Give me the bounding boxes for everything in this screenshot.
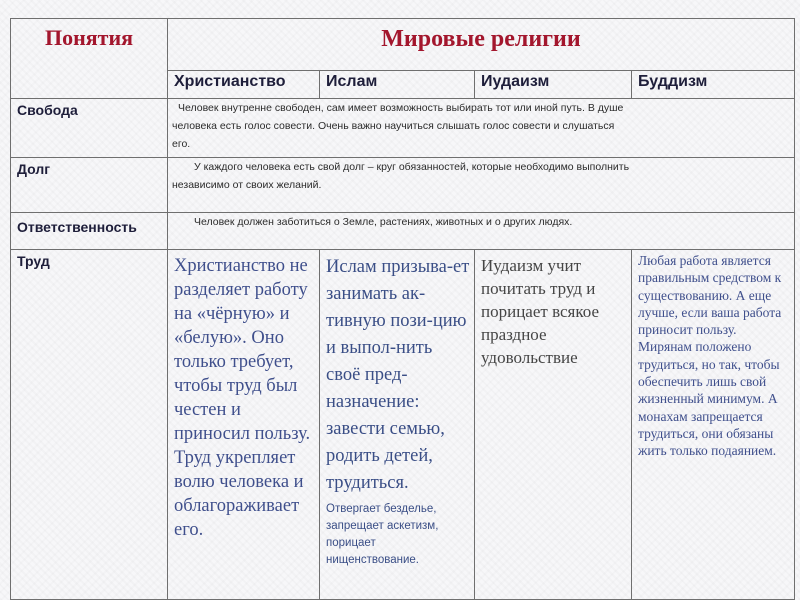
labor-buddhism <box>632 250 795 600</box>
freedom-empty <box>632 99 795 158</box>
freedom-text <box>168 99 632 158</box>
concepts-header-text: Понятия <box>44 25 134 50</box>
labor-buddhism-text: Любая работа является правильным средством к существованию. А еще лучше, если ваша работа приносит пользу. Мирянам положено трудиться, но так, чтобы обеспечить лишь свой жизненный минимум. А монахам запрещается трудиться, они обязаны жить только подаянием. <box>638 253 782 459</box>
labor-christianity-text: Христианство не разделяет работу на «чёрную» и «белую». Оно только требует, чтобы труд был честен и приносил пользу. <box>174 256 311 444</box>
duty-text-body: У каждого человека есть свой долг – круг обязанностей, которые необходимо выполнить независимо от своих желаний. <box>172 161 630 191</box>
responsibility-text <box>168 213 795 250</box>
religions-table-slide <box>10 18 794 600</box>
labor-islam-text: Ислам призыва-ет занимать ак-тивную пози-цию и выпол-нить своё пред-назначение: завести семью, родить детей, трудиться. <box>326 257 470 493</box>
header-judaism: Иудаизм <box>475 71 632 99</box>
religions-comparison-table <box>10 18 795 600</box>
labor-christianity <box>168 250 320 600</box>
labor-islam-note: Отвергает безделье, запрещает аскетизм, порицает нищенствование. <box>326 503 439 566</box>
duty-text <box>168 158 795 213</box>
row-labor <box>11 250 795 600</box>
row-duty <box>11 158 795 213</box>
labor-islam <box>320 250 475 600</box>
label-freedom: Свобода <box>11 99 168 158</box>
world-religions-header-text: Мировые религии <box>381 26 581 52</box>
labor-judaism-text: Иудаизм учит почитать труд и порицает всякое праздное удовольствие <box>481 256 600 367</box>
labor-christianity-extra: Труд укрепляет волю человека и облагораживает его. <box>174 448 304 540</box>
label-responsibility: Ответственность <box>11 213 168 250</box>
header-buddhism: Буддизм <box>632 71 795 99</box>
label-labor: Труд <box>11 250 168 600</box>
label-duty: Долг <box>11 158 168 213</box>
row-freedom <box>11 99 795 158</box>
freedom-text-body: Человек внутренне свободен, сам имеет возможность выбирать тот или иной путь. В душе человека есть голос совести. Очень важно научиться слышать голос совести и слушаться его. <box>172 102 624 150</box>
header-row-top <box>11 19 795 71</box>
row-responsibility <box>11 213 795 250</box>
header-islam: Ислам <box>320 71 475 99</box>
responsibility-text-body: Человек должен заботиться о Земле, растениях, животных и о других людях. <box>194 216 573 228</box>
world-religions-header <box>168 19 795 71</box>
header-christianity: Христианство <box>168 71 320 99</box>
labor-judaism <box>475 250 632 600</box>
concepts-header <box>11 19 168 99</box>
